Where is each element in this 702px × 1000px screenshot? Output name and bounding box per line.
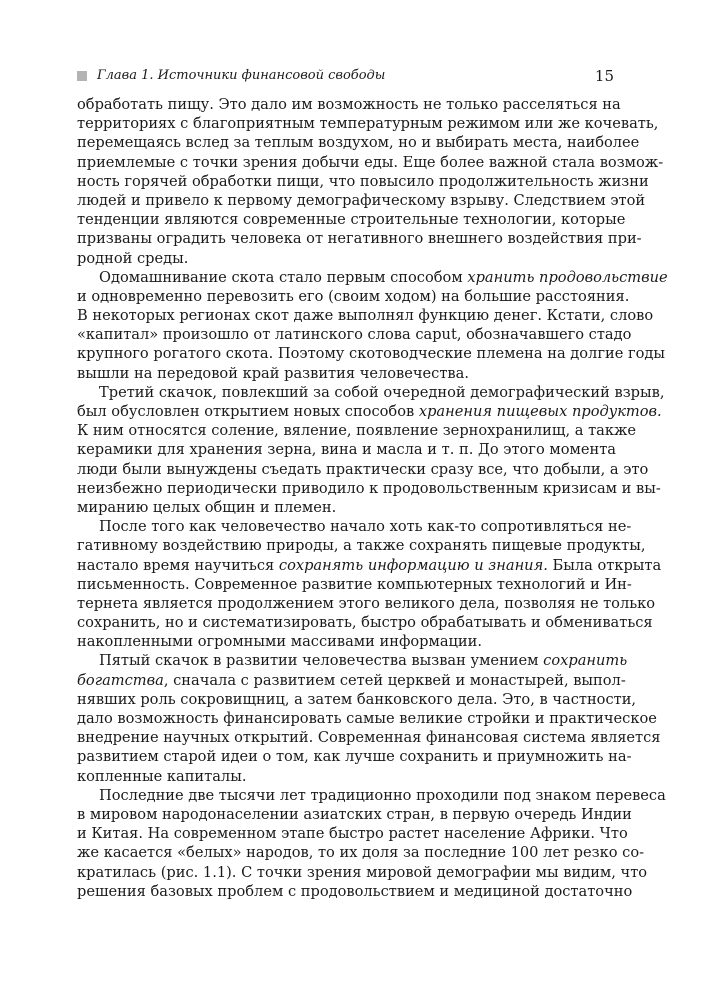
text-line bbox=[77, 460, 649, 479]
line-text: и Китая. На современном этапе быстро растет население Африки. Что bbox=[77, 825, 628, 843]
line-text: керамики для хранения зерна, вина и масла и т. п. До этого момента bbox=[77, 441, 616, 459]
line-text: развитием старой идеи о том, как лучше сохранить и приумножить на- bbox=[77, 748, 632, 766]
line-text: миранию целых общин и племен. bbox=[77, 498, 337, 516]
line-text: люди были вынуждены съедать практически сразу все, что добыли, а это bbox=[77, 460, 649, 478]
line-tail-text: , сначала с развитием сетей церквей и монастырей, выпол- bbox=[163, 671, 626, 689]
text-line bbox=[77, 843, 645, 862]
page-number: 15 bbox=[594, 67, 614, 85]
line-text: и одновременно перевозить его (своим ходом) на большие расстояния. bbox=[77, 287, 630, 305]
text-line bbox=[77, 402, 662, 421]
text-line bbox=[77, 383, 665, 402]
line-text: «капитал» произошло от латинского слова caput, обозначавшего стадо bbox=[77, 326, 632, 344]
text-line bbox=[77, 805, 632, 824]
line-text: родной среды. bbox=[77, 249, 189, 267]
line-italic-text: хранить продовольствие bbox=[467, 268, 668, 286]
line-text: территориях с благоприятным температурным режимом или же кочевать, bbox=[77, 115, 659, 133]
text-line bbox=[77, 824, 628, 843]
text-line bbox=[77, 575, 632, 594]
line-text: ность горячей обработки пищи, что повысило продолжительность жизни bbox=[77, 172, 649, 190]
text-line bbox=[77, 786, 666, 805]
text-line bbox=[77, 325, 632, 344]
line-text: письменность. Современное развитие компьютерных технологий и Ин- bbox=[77, 575, 632, 593]
text-line bbox=[77, 709, 657, 728]
text-line bbox=[77, 249, 614, 268]
line-italic-text: богатства bbox=[77, 671, 164, 689]
chapter-title: Глава 1. Источники финансовой свободы bbox=[97, 68, 386, 83]
text-line bbox=[77, 613, 653, 632]
text-line bbox=[77, 364, 614, 383]
body-text bbox=[77, 95, 668, 901]
text-line bbox=[77, 287, 630, 306]
text-line bbox=[77, 767, 614, 786]
line-text: неизбежно периодически приводило к продовольственным кризисам и вы- bbox=[77, 479, 661, 497]
line-text: обработать пищу. Это дало им возможность не только расселяться на bbox=[77, 96, 621, 113]
text-line bbox=[77, 153, 664, 172]
text-line bbox=[77, 536, 646, 555]
line-text: Последние две тысячи лет традиционно проходили под знаком перевеса bbox=[99, 786, 666, 804]
line-text: копленные капиталы. bbox=[77, 767, 247, 785]
line-text: В некоторых регионах скот даже выполнял функцию денег. Кстати, слово bbox=[77, 307, 654, 325]
text-line bbox=[77, 651, 628, 670]
line-text: перемещаясь вслед за теплым воздухом, но и выбирать места, наиболее bbox=[77, 134, 640, 152]
text-line bbox=[77, 114, 659, 133]
line-text: приемлемые с точки зрения добычи еды. Еще более важной стала возмож- bbox=[77, 153, 664, 171]
line-text: нявших роль сокровищниц, а затем банковского дела. Это, в частности, bbox=[77, 690, 637, 708]
text-line bbox=[77, 229, 642, 248]
text-line bbox=[77, 747, 632, 766]
line-text: гативному воздействию природы, а также сохранять пищевые продукты, bbox=[77, 537, 646, 555]
line-text: После того как человечество начало хоть как-то сопротивляться не- bbox=[99, 518, 632, 536]
line-italic-text: сохранять информацию и знания. bbox=[278, 556, 548, 574]
line-text: накопленными огромными массивами информации. bbox=[77, 633, 483, 651]
line-text: внедрение научных открытий. Современная финансовая система является bbox=[77, 729, 661, 747]
line-text: кратилась (рис. 1.1). С точки зрения мировой демографии мы видим, что bbox=[77, 863, 648, 881]
text-line bbox=[77, 594, 656, 613]
line-text: тенденции являются современные строительные технологии, которые bbox=[77, 211, 626, 229]
text-line bbox=[77, 882, 633, 901]
line-text: же касается «белых» народов, то их доля за последние 100 лет резко со- bbox=[77, 844, 645, 862]
text-line bbox=[77, 268, 668, 287]
line-italic-text: хранения пищевых продуктов. bbox=[418, 403, 662, 420]
line-italic-text: сохранить bbox=[543, 652, 628, 670]
text-line bbox=[77, 421, 637, 440]
text-line bbox=[77, 191, 646, 210]
line-text: сохранить, но и систематизировать, быстро обрабатывать и обмениваться bbox=[77, 614, 653, 632]
line-text: крупного рогатого скота. Поэтому скотоводческие племена на долгие годы bbox=[77, 345, 666, 363]
text-line bbox=[77, 440, 614, 459]
line-text: дало возможность финансировать самые великие стройки и практическое bbox=[77, 710, 657, 727]
header-square-marker bbox=[77, 71, 87, 81]
line-text: тернета является продолжением этого великого дела, позволяя не только bbox=[77, 594, 656, 612]
text-line bbox=[77, 344, 666, 363]
line-text: людей и привело к первому демографическому взрыву. Следствием этой bbox=[77, 191, 646, 209]
line-text: Третий скачок, повлекший за собой очередной демографический взрыв, bbox=[99, 383, 665, 401]
line-text: в мировом народонаселении азиатских стран, в первую очередь Индии bbox=[77, 805, 632, 823]
line-text: был обусловлен открытием новых способов bbox=[77, 403, 419, 420]
text-line bbox=[77, 95, 621, 114]
line-text: вышли на передовой край развития человечества. bbox=[77, 364, 469, 382]
text-line bbox=[77, 479, 661, 498]
text-line bbox=[77, 671, 626, 690]
line-tail-text: Была открыта bbox=[547, 556, 662, 574]
text-line bbox=[77, 556, 662, 575]
text-line bbox=[77, 728, 661, 747]
line-text: решения базовых проблем с продовольствием и медициной достаточно bbox=[77, 882, 633, 900]
text-line bbox=[77, 632, 614, 651]
line-text: Одомашнивание скота стало первым способом bbox=[99, 268, 468, 286]
text-line bbox=[77, 133, 640, 152]
line-text: призваны оградить человека от негативного внешнего воздействия при- bbox=[77, 230, 642, 248]
line-text: К ним относятся соление, вяление, появление зернохранилищ, а также bbox=[77, 422, 637, 440]
text-line bbox=[77, 517, 632, 536]
running-header bbox=[77, 68, 614, 86]
text-line bbox=[77, 863, 648, 882]
text-line bbox=[77, 210, 626, 229]
text-line bbox=[77, 172, 649, 191]
text-line bbox=[77, 690, 637, 709]
line-text: Пятый скачок в развитии человечества вызван умением bbox=[99, 652, 544, 670]
text-line bbox=[77, 498, 614, 517]
text-line bbox=[77, 306, 654, 325]
line-text: настало время научиться bbox=[77, 556, 279, 574]
